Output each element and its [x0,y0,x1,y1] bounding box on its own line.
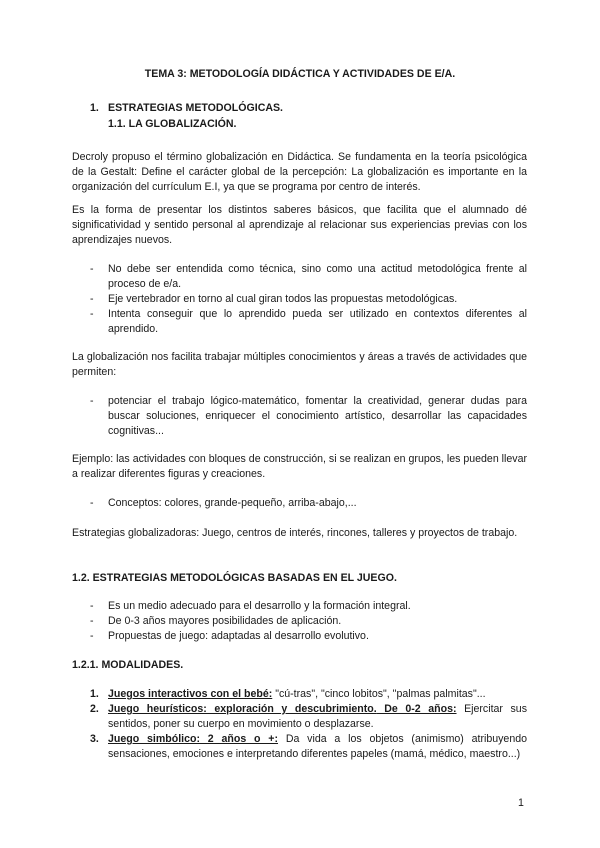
section-number: 1. [90,102,99,114]
list-item: - Intenta conseguir que lo aprendido pueda ser utilizado en contextos diferentes al aprendido. [90,308,527,335]
section-heading-1 [90,101,283,116]
list-item: - De 0-3 años mayores posibilidades de aplicación. [90,615,342,627]
bullet-list-actividades [72,394,527,439]
page-number: 1 [518,797,524,809]
subsection-heading-1-2: 1.2. ESTRATEGIAS METODOLÓGICAS BASADAS EN EL JUEGO. [72,572,397,584]
paragraph-forma: Es la forma de presentar los distintos saberes básicos, que facilita que el alumnado dé significatividad y sentido personal al aprendizaje al relacionar sus experiencias previas con los aprendizajes nuevos. [72,204,527,246]
paragraph-ejemplo: Ejemplo: las actividades con bloques de construcción, si se realizan en grupos, les pueden llevar a realizar diferentes figuras y creaciones. [72,453,527,480]
paragraph-multiples: La globalización nos facilita trabajar múltiples conocimientos y áreas a través de actividades que permiten: [72,351,527,378]
list-item: - potenciar el trabajo lógico-matemático, fomentar la creatividad, generar dudas para buscar soluciones, enriquecer el conocimiento artístico, desarrollar las capacidades cognitivas... [90,395,527,437]
paragraph-decroly: Decroly propuso el término globalización en Didáctica. Se fundamenta en la teoría psicológica de la Gestalt: Define el carácter global de la percepción: La globalización es importante en la organización del currículum E.I, ya que se programa por centro de interés. [72,151,527,193]
list-item: - Conceptos: colores, grande-pequeño, arriba-abajo,... [90,497,357,509]
paragraph-estrategias: Estrategias globalizadoras: Juego, centros de interés, rincones, talleres y proyectos de trabajo. [72,527,518,539]
numbered-list-modalidades [72,687,527,762]
list-item: - Propuestas de juego: adaptadas al desarrollo evolutivo. [90,630,369,642]
list-item: - No debe ser entendida como técnica, sino como una actitud metodológica frente al proceso de e/a. [90,263,527,290]
bullet-list-juego [72,599,527,644]
list-item: 3. Juego simbólico: 2 años o +: Da vida a los objetos (animismo) atribuyendo sensaciones, emociones e interpretando diferentes papeles (mamá, médico, maestro...) [90,733,527,760]
list-item: - Es un medio adecuado para el desarrollo y la formación integral. [90,600,411,612]
bullet-list-conceptos [72,496,527,511]
bullet-list-globalizacion [72,262,527,337]
section-label: ESTRATEGIAS METODOLÓGICAS. [108,102,284,114]
list-item: 1. Juegos interactivos con el bebé: "cú-tras", "cinco lobitos", "palmas palmitas"... [90,688,486,700]
subsection-heading-1-2-1: 1.2.1. MODALIDADES. [72,659,184,671]
subsection-heading-1-1: 1.1. LA GLOBALIZACIÓN. [108,118,237,130]
list-item: 2. Juego heurísticos: exploración y descubrimiento. De 0-2 años: Ejercitar sus sentidos, poner su cuerpo en movimiento o desplazarse. [90,703,527,730]
document-title: TEMA 3: METODOLOGÍA DIDÁCTICA Y ACTIVIDADES DE E/A. [144,68,456,80]
list-item: - Eje vertebrador en torno al cual giran todos las propuestas metodológicas. [90,293,458,305]
